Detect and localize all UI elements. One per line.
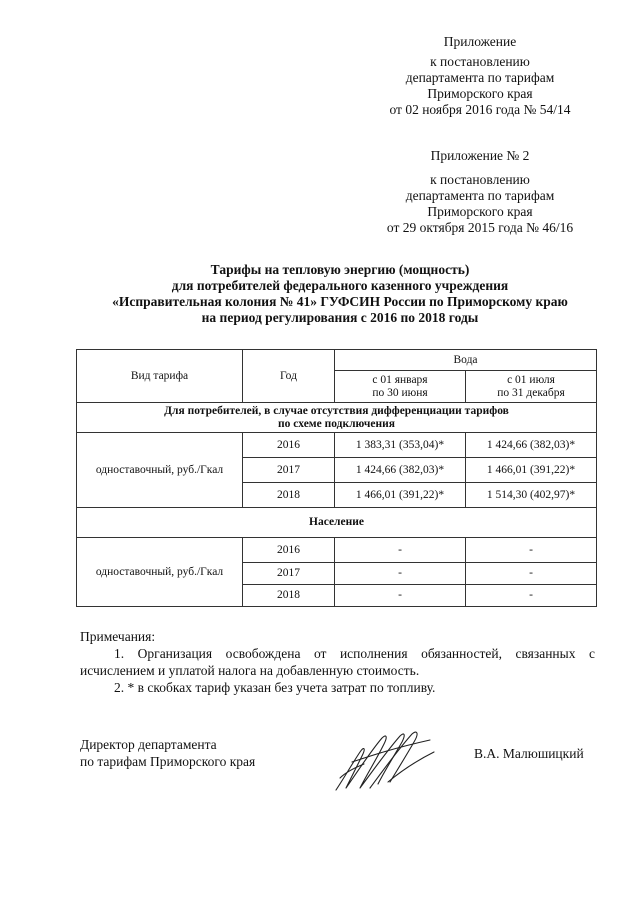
row-year: 2017 xyxy=(243,563,335,585)
section-2-tariff-type: одноставочный, руб./Гкал xyxy=(77,538,243,607)
row-value-period-1: - xyxy=(335,538,466,563)
row-year: 2016 xyxy=(243,538,335,563)
period-1-start: с 01 января xyxy=(372,373,428,386)
table-row xyxy=(77,433,597,458)
header-1-line-department: департамента по тарифам xyxy=(405,70,555,85)
title-line-1: Тарифы на тепловую энергию (мощность) xyxy=(210,262,470,277)
header-period-2 xyxy=(466,371,597,403)
document-title xyxy=(60,262,620,326)
header-water: Вода xyxy=(335,350,597,371)
row-value-period-2: - xyxy=(466,563,597,585)
signatory-position xyxy=(80,736,255,770)
header-2-line-appendix: Приложение № 2 xyxy=(430,148,530,163)
row-value-period-2: - xyxy=(466,538,597,563)
section-1-title-row xyxy=(77,403,597,433)
period-2-end: по 31 декабря xyxy=(497,386,565,399)
row-year: 2016 xyxy=(243,433,335,458)
section-1-title-line-2: по схеме подключения xyxy=(278,417,395,430)
section-1-title xyxy=(77,403,597,433)
title-line-2: для потребителей федерального казенного учреждения xyxy=(171,278,509,293)
header-1-line-resolution: к постановлению xyxy=(430,54,530,69)
row-year: 2017 xyxy=(243,458,335,483)
header-2-line-region: Приморского края xyxy=(427,204,533,219)
row-value-period-1: 1 383,31 (353,04)* xyxy=(335,433,466,458)
header-1-line-appendix: Приложение xyxy=(443,34,517,49)
notes-heading: Примечания: xyxy=(80,629,156,644)
row-value-period-2: - xyxy=(466,585,597,607)
row-value-period-2: 1 424,66 (382,03)* xyxy=(466,433,597,458)
header-1-line-date: от 02 ноября 2016 года № 54/14 xyxy=(389,102,571,117)
note-2: 2. * в скобках тариф указан без учета затрат по топливу. xyxy=(114,680,436,695)
header-period-1 xyxy=(335,371,466,403)
row-value-period-1: - xyxy=(335,585,466,607)
header-tariff-type: Вид тарифа xyxy=(77,350,243,403)
tariff-table xyxy=(76,349,597,607)
handwritten-signature xyxy=(330,722,440,794)
row-value-period-1: 1 424,66 (382,03)* xyxy=(335,458,466,483)
signatory-position-line-2: по тарифам Приморского края xyxy=(80,754,256,769)
section-2-title: Население xyxy=(77,508,597,538)
section-1-title-line-1: Для потребителей, в случае отсутствия дифференциации тарифов xyxy=(164,404,509,417)
header-2-line-resolution: к постановлению xyxy=(430,172,530,187)
section-1-tariff-type: одноставочный, руб./Гкал xyxy=(77,433,243,508)
row-value-period-1: - xyxy=(335,563,466,585)
row-year: 2018 xyxy=(243,585,335,607)
table-row xyxy=(77,538,597,563)
header-2-line-department: департамента по тарифам xyxy=(405,188,555,203)
table-header-row xyxy=(77,350,597,371)
period-1-end: по 30 июня xyxy=(372,386,428,399)
period-2-start: с 01 июля xyxy=(507,373,555,386)
signatory-position-line-1: Директор департамента xyxy=(80,737,217,752)
row-value-period-2: 1 466,01 (391,22)* xyxy=(466,458,597,483)
title-line-4: на период регулирования с 2016 по 2018 годы xyxy=(201,310,479,325)
header-1-line-region: Приморского края xyxy=(427,86,533,101)
header-year: Год xyxy=(243,350,335,403)
notes-section xyxy=(80,628,595,696)
row-year: 2018 xyxy=(243,483,335,508)
row-value-period-2: 1 514,30 (402,97)* xyxy=(466,483,597,508)
section-2-title-row xyxy=(77,508,597,538)
appendix-header-2 xyxy=(370,148,590,236)
row-value-period-1: 1 466,01 (391,22)* xyxy=(335,483,466,508)
title-line-3: «Исправительная колония № 41» ГУФСИН России по Приморскому краю xyxy=(112,294,568,309)
appendix-header-1 xyxy=(370,34,590,118)
signatory-name: В.А. Малюшицкий xyxy=(474,746,584,761)
note-1-line-1: 1. Организация освобождена от исполнения обязанностей, связанных с xyxy=(114,646,595,661)
note-1-line-2: исчислением и уплатой налога на добавленную стоимость. xyxy=(80,663,420,678)
header-2-line-date: от 29 октября 2015 года № 46/16 xyxy=(386,220,574,235)
